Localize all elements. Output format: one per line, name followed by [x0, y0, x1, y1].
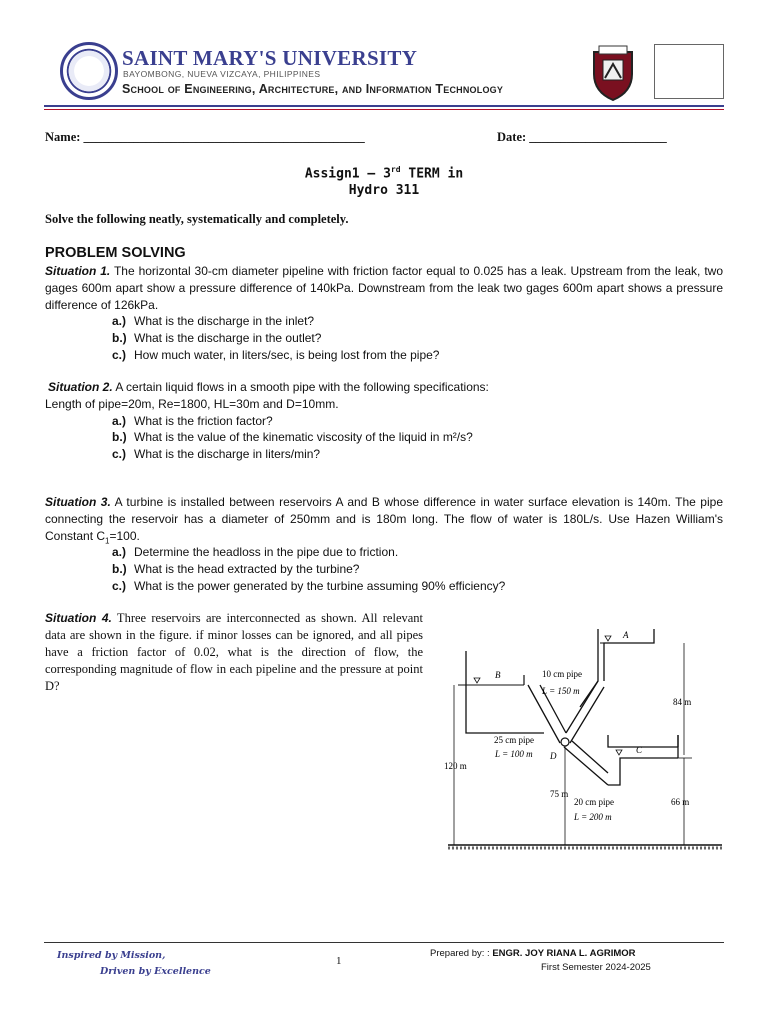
situation-2-question-c: c.) What is the discharge in liters/min? [112, 447, 321, 461]
reservoir-a [580, 629, 654, 707]
school-shield-logo [591, 44, 635, 102]
university-name: SAINT MARY'S UNIVERSITY [122, 46, 418, 70]
situation-2-question-b: b.) What is the value of the kinematic viscosity of the liquid in m²/s? [112, 430, 473, 444]
pipe-ad-length: L = 150 m [542, 686, 580, 696]
label-c: C [636, 745, 643, 755]
label-b: B [495, 670, 501, 680]
situation-3-question-c: c.) What is the power generated by the turbine assuming 90% efficiency? [112, 579, 506, 593]
situation-1-question-b: b.) What is the discharge in the outlet? [112, 331, 322, 345]
school-name: School of Engineering, Architecture, and Information Technology [122, 82, 504, 96]
header-rule-accent [44, 109, 724, 110]
reservoir-c [608, 735, 678, 785]
reservoir-b [458, 651, 544, 733]
pipe-ad-label: 10 cm pipe [542, 669, 582, 679]
pipe-dc-label: 20 cm pipe [574, 797, 614, 807]
university-seal-logo [60, 42, 118, 100]
situation-3-question-b: b.) What is the head extracted by the turbine? [112, 562, 360, 576]
situation-4-text: Situation 4. Three reservoirs are interconnected as shown. All relevant data are shown in the figure. if minor losses can be ignored, and all pipes have a friction factor of 0.02, what is the direction of flow, the corresponding magnitude of flow in each pipeline and the pressure at point D? [45, 611, 424, 693]
elevation-d: 75 m [550, 789, 569, 799]
motto-line-2: Driven by Excellence [100, 966, 211, 977]
situation-3-question-a: a.) Determine the headloss in the pipe due to friction. [112, 545, 399, 559]
section-title: PROBLEM SOLVING [45, 245, 186, 261]
pipe-bd-label: 25 cm pipe [494, 735, 534, 745]
ground-line [448, 845, 722, 848]
photo-box [654, 44, 724, 99]
header-rule [44, 105, 724, 107]
elevation-a: 84 m [673, 697, 692, 707]
name-field: Name: _____________________________________________ [45, 130, 365, 144]
situation-2-question-a: a.) What is the friction factor? [112, 414, 273, 428]
date-field: Date: ______________________ [497, 130, 667, 144]
situation-1-question-c: c.) How much water, in liters/sec, is being lost from the pipe? [112, 348, 440, 362]
instructions: Solve the following neatly, systematically and completely. [45, 212, 349, 226]
page-number: 1 [336, 955, 342, 967]
pipe-bd-length: L = 100 m [495, 749, 533, 759]
elevation-c: 66 m [671, 797, 690, 807]
footer-rule [44, 942, 724, 943]
assignment-title: Assign1 – 3rd TERM in Hydro 311 [304, 165, 464, 199]
elevation-b: 120 m [444, 761, 467, 771]
situation-1-question-a: a.) What is the discharge in the inlet? [112, 314, 315, 328]
motto-line-1: Inspired by Mission, [57, 950, 166, 961]
situation-2-text: Situation 2. A certain liquid flows in a smooth pipe with the following specifications: [48, 380, 489, 394]
situation-3-text: Situation 3. A turbine is installed between reservoirs A and B whose difference in water surface elevation is 140m. The pipe connecting the reservoir has a diameter of 250mm and is 180m long. The flow of water is 180L/s. Use Hazen William's Constant $C_1=100$. [45, 495, 723, 546]
university-address: BAYOMBONG, NUEVA VIZCAYA, PHILIPPINES [123, 69, 321, 79]
prepared-by: Prepared by: : ENGR. JOY RIANA L. AGRIMOR [430, 948, 636, 959]
situation-2-specs: Length of pipe=20m, Re=1800, HL=30m and D=10mm. [45, 397, 339, 411]
label-d: D [550, 751, 557, 761]
semester-label: First Semester 2024-2025 [541, 962, 651, 973]
pipe-dc-length: L = 200 m [574, 812, 612, 822]
three-reservoir-diagram [440, 615, 730, 860]
label-a: A [623, 630, 629, 640]
situation-1-text: Situation 1. The horizontal 30-cm diameter pipeline with friction factor equal to 0.025 has a leak. Upstream from the leak, two gages 600m apart show a pressure difference of 140kPa. Downstream from the leak two gages 600m apart shows a pressure difference of 126kPa. [45, 264, 723, 312]
